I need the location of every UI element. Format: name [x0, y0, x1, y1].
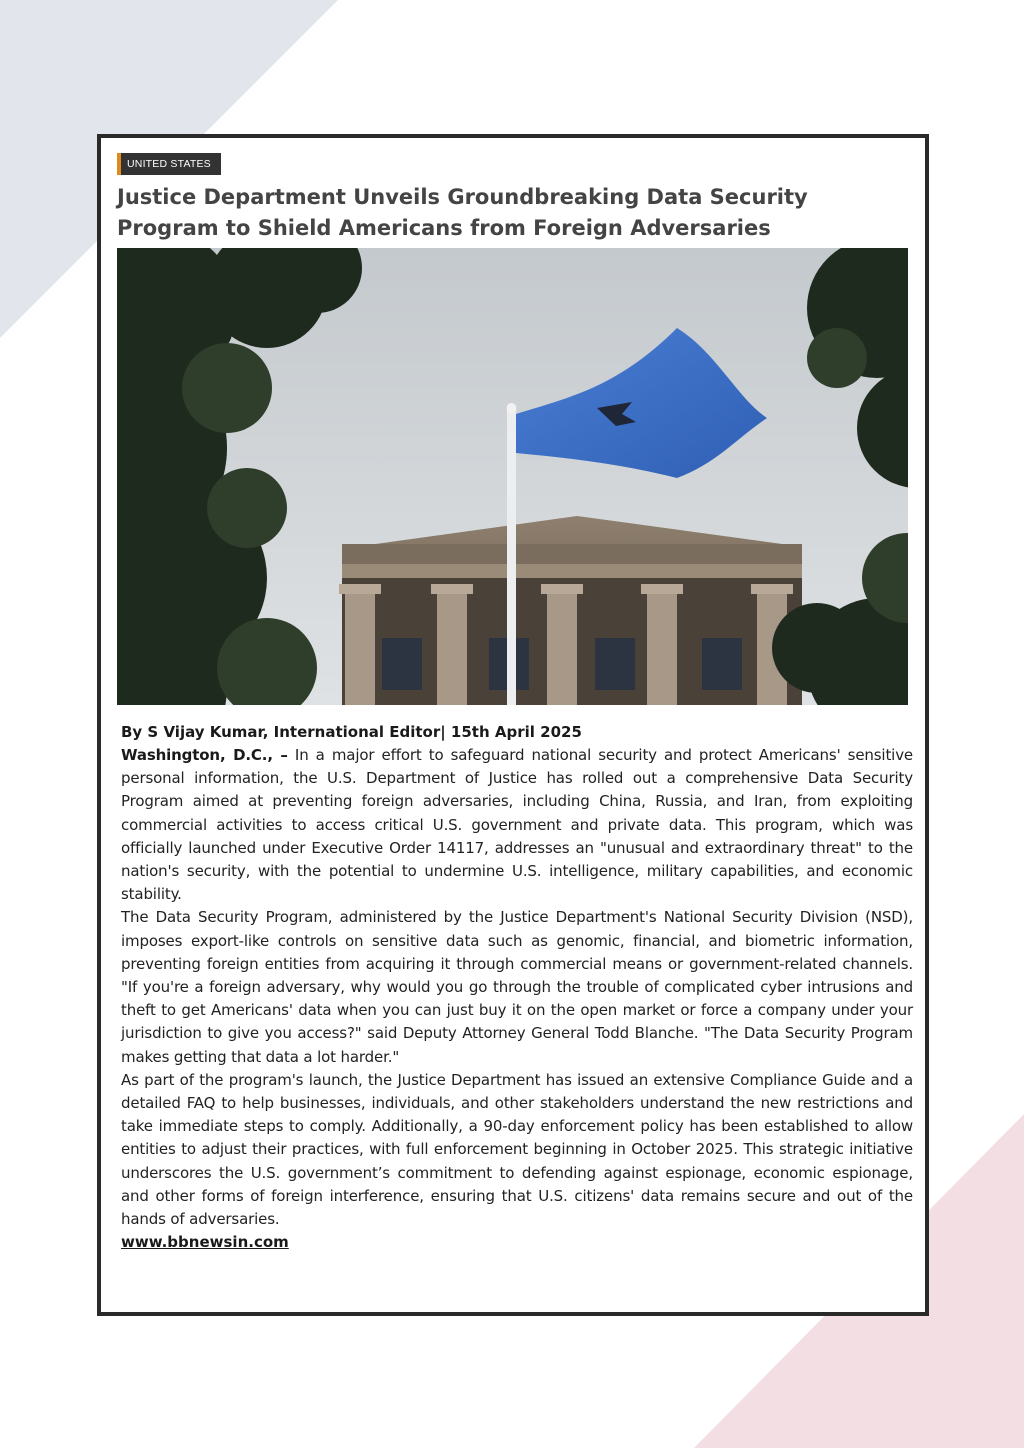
- article-body: [121, 744, 913, 1254]
- article-card: [97, 134, 929, 1316]
- paragraph-text: In a major effort to safeguard national security and protect Americans' sensitive personal information, the U.S. Department of Justice has rolled out a comprehensive Data Security Program aimed at preventing foreign adversaries, including China, Russia, and Iran, from exploiting commercial activities to access critical U.S. government and private data. This program, which was officially launched under Executive Order 14117, addresses an "unusual and extraordinary threat" to the nation's security, with the potential to undermine U.S. intelligence, military capabilities, and economic stability.: [121, 746, 914, 904]
- headline: Justice Department Unveils Groundbreaking Data Security Program to Shield Americans from Foreign Adversaries: [117, 185, 808, 240]
- article-paragraph-2: The Data Security Program, administered by the Justice Department's National Security Division (NSD), imposes export-like controls on sensitive data such as genomic, financial, and biometric information, preventing foreign entities from acquiring it through commercial means or government-related channels. "If you're a foreign adversary, why would you go through the trouble of complicated cyber intrusions and theft to get Americans' data when you can just buy it on the open market or force a company under your jurisdiction to give you access?" said Deputy Attorney General Todd Blanche. "The Data Security Program makes getting that data a lot harder.": [121, 908, 913, 1066]
- category-tag[interactable]: UNITED STATES: [117, 153, 221, 175]
- flag-over-building-photo-icon: [117, 248, 908, 705]
- article-paragraph-1: [121, 744, 913, 906]
- article-paragraph-3: As part of the program's launch, the Justice Department has issued an extensive Compliance Guide and a detailed FAQ to help businesses, individuals, and other stakeholders understand the new restrictions and take immediate steps to comply. Additionally, a 90-day enforcement policy has been established to allow entities to adjust their practices, with full enforcement beginning in October 2025. This strategic initiative underscores the U.S. government’s commitment to defending against espionage, economic espionage, and other forms of foreign interference, ensuring that U.S. citizens' data remains secure and out of the hands of adversaries.: [121, 1070, 913, 1229]
- website-link[interactable]: www.bbnewsin.com: [121, 1233, 289, 1252]
- dateline: Washington, D.C., –: [121, 746, 288, 764]
- byline: By S Vijay Kumar, International Editor| 15th April 2025: [121, 723, 582, 741]
- article-photo: [117, 248, 908, 705]
